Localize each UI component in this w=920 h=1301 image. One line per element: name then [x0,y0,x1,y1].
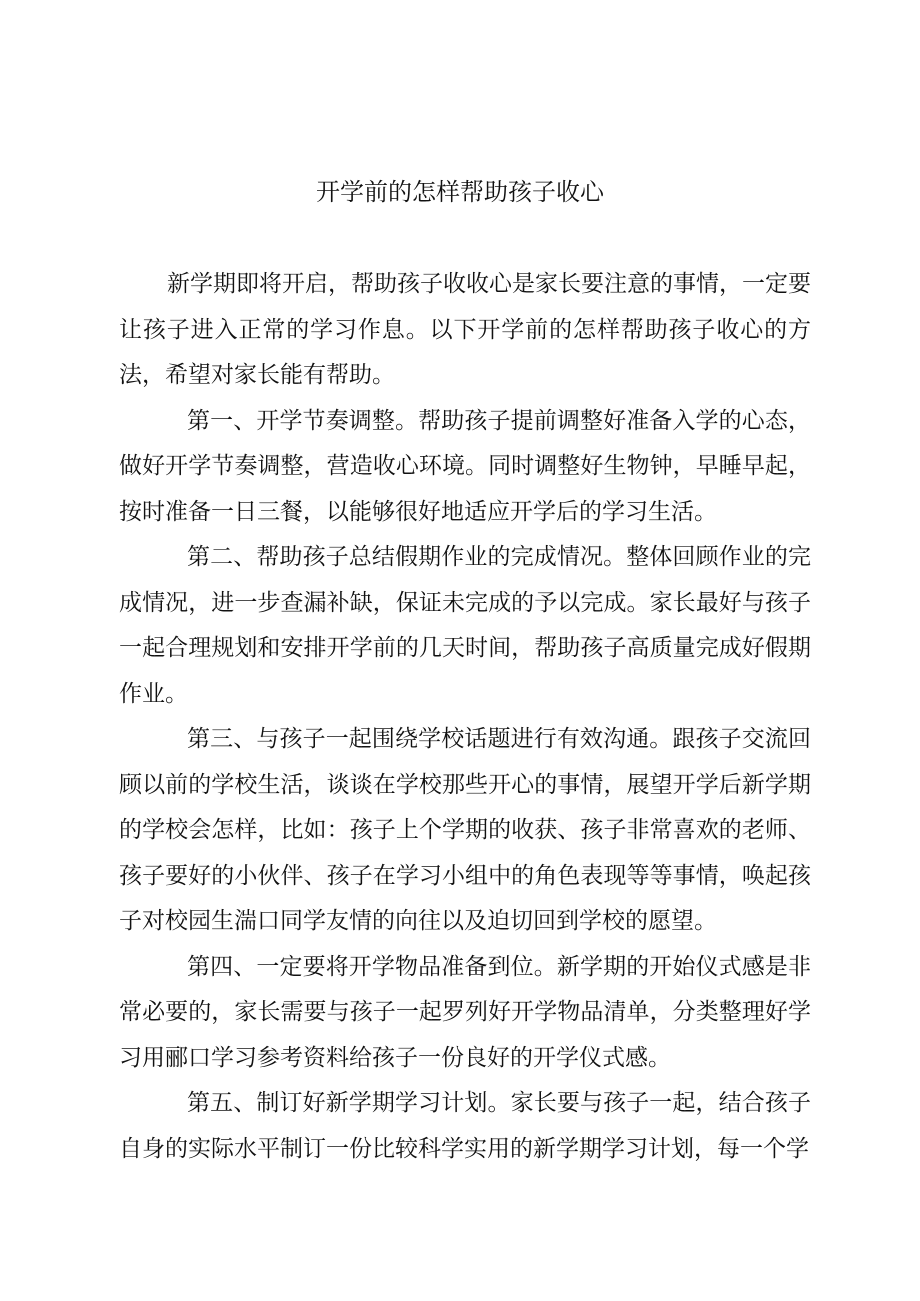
point-four-paragraph: 第四、一定要将开学物品准备到位。新学期的开始仪式感是非常必要的，家长需要与孩子一起罗列好开学物品清单，分类整理好学习用郦口学习参考资料给孩子一份良好的开学仪式感。 [119,953,811,1071]
point-three-paragraph: 第三、与孩子一起围绕学校话题进行有效沟通。跟孩子交流回顾以前的学校生活，谈谈在学校那些开心的事情，展望开学后新学期的学校会怎样，比如：孩子上个学期的收获、孩子非常喜欢的老师、孩子要好的小伙伴、孩子在学习小组中的角色表现等等事情，唤起孩子对校园生湍口同学友情的向往以及迫切回到学校的愿望。 [119,726,811,934]
point-two-paragraph: 第二、帮助孩子总结假期作业的完成情况。整体回顾作业的完成情况，进一步查漏补缺，保证未完成的予以完成。家长最好与孩子一起合理规划和安排开学前的几天时间，帮助孩子高质量完成好假期作业。 [119,544,811,707]
intro-paragraph: 新学期即将开启，帮助孩子收收心是家长要注意的事情，一定要让孩子进入正常的学习作息。以下开学前的怎样帮助孩子收心的方法，希望对家长能有帮助。 [119,271,811,388]
document-body [119,262,811,1172]
point-one-paragraph: 第一、开学节奏调整。帮助孩子提前调整好准备入学的心态，做好开学节奏调整，营造收心环境。同时调整好生物钟，早睡早起，按时准备一日三餐，以能够很好地适应开学后的学习生活。 [119,407,811,525]
document-title: 开学前的怎样帮助孩子收心 [316,178,604,206]
point-five-paragraph: 第五、制订好新学期学习计划。家长要与孩子一起，结合孩子自身的实际水平制订一份比较科学实用的新学期学习计划，每一个学 [119,1090,811,1162]
